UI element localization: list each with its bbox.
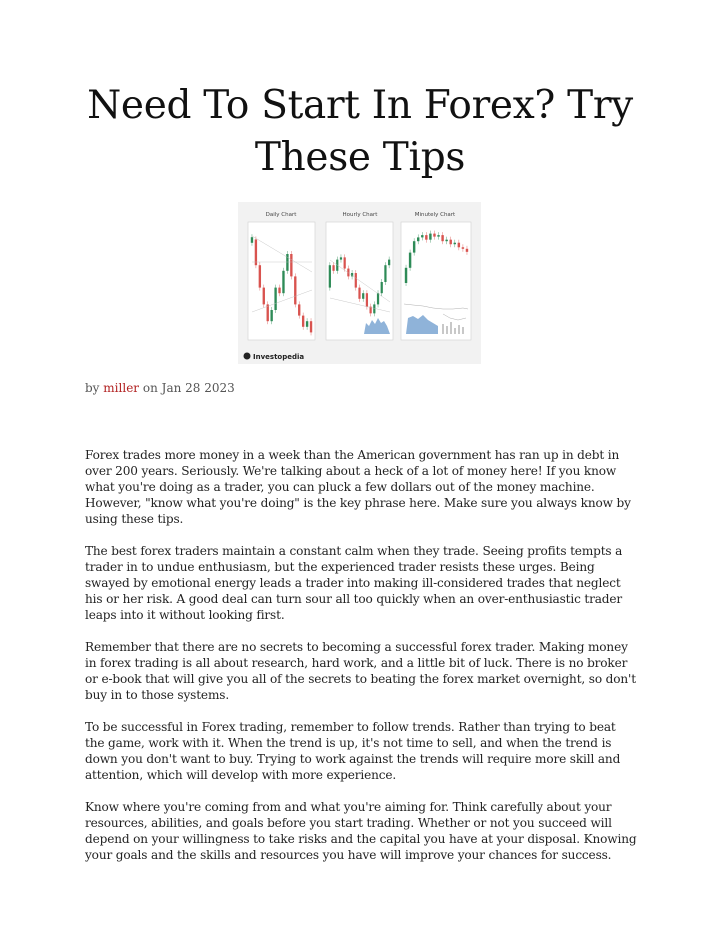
candle-body xyxy=(355,273,357,288)
candle-body xyxy=(466,249,468,252)
candle-body xyxy=(462,247,464,249)
paragraph: Know where you're coming from and what you're aiming for. Think carefully about your resources, abilities, and goals before you start trading. Whether or not you succeed will depend on your willingness to take risks and the capital you have at your disposal. Knowing your goals and the skills and resources you have will improve your chances for success. xyxy=(85,800,637,862)
candle-body xyxy=(366,293,368,306)
panel-title-minutely: Minutely Chart xyxy=(414,212,456,218)
candle-body xyxy=(270,310,272,321)
candle-body xyxy=(454,243,456,245)
candle-body xyxy=(255,239,257,265)
candle-body xyxy=(306,321,308,327)
byline-date-prefix: on xyxy=(142,381,158,395)
candle-body xyxy=(421,235,423,237)
candle-body xyxy=(274,288,276,310)
article-image xyxy=(238,202,481,364)
candle-body xyxy=(388,260,390,266)
logo-text: Investopedia xyxy=(253,353,305,361)
candle-body xyxy=(278,288,280,294)
candle-body xyxy=(417,237,419,241)
candle-body xyxy=(358,288,360,299)
paragraph: To be successful in Forex trading, remember to follow trends. Rather than trying to beat the game, work with it. When the trend is up, it's not time to sell, and when the trend is down you don't want to buy. Trying to work against the trends will require more skill and attention, which will develop with more experience. xyxy=(85,720,621,782)
investopedia-logo-icon xyxy=(244,353,251,360)
candle-body xyxy=(294,276,296,304)
candle-body xyxy=(362,293,364,299)
candle-body xyxy=(381,282,383,293)
candle-body xyxy=(425,235,427,240)
candle-body xyxy=(332,265,334,271)
candle-body xyxy=(267,304,269,321)
candle-body xyxy=(298,304,300,315)
candle-body xyxy=(259,265,261,287)
candle-body xyxy=(458,243,460,248)
publish-date: Jan 28 2023 xyxy=(161,381,235,395)
candle-body xyxy=(405,268,407,283)
paragraph: Remember that there are no secrets to becoming a successful forex trader. Making money in forex trading is all about research, hard work, and a little bit of luck. There is no broker or e-book that will give you all of the secrets to beating the forex market overnight, so don't buy in to those systems. xyxy=(85,640,636,702)
candle-body xyxy=(384,265,386,282)
byline xyxy=(85,381,235,395)
candle-body xyxy=(445,240,447,242)
candle-body xyxy=(340,257,342,259)
panel-title-daily: Daily Chart xyxy=(265,212,297,218)
candle-body xyxy=(263,288,265,305)
candle-body xyxy=(290,254,292,276)
candle-body xyxy=(373,304,375,313)
candle-body xyxy=(433,234,435,237)
candle-body xyxy=(302,316,304,327)
paragraph: Forex trades more money in a week than the American government has ran up in debt in over 200 years. Seriously. We're talking about a heck of a lot of money here! If you know what you're doing as a trader, you can pluck a few dollars out of the money machine. However, "know what you're doing" is the key phrase here. Make sure you always know by using these tips. xyxy=(85,448,631,526)
candle-body xyxy=(377,293,379,304)
candle-body xyxy=(413,241,415,252)
paragraph: The best forex traders maintain a constant calm when they trade. Seeing profits tempts a trader in to undue enthusiasm, but the experienced trader resists these urges. Being swayed by emotional energy leads a trader into making ill-considered trades that neglect his or her risk. A good deal can turn sour all too quickly when an over-enthusiastic trader leaps into it without looking first. xyxy=(85,544,623,622)
candle-body xyxy=(251,237,253,243)
candle-body xyxy=(329,265,331,287)
candle-body xyxy=(450,240,452,245)
byline-prefix: by xyxy=(85,381,100,395)
candle-body xyxy=(441,235,443,241)
panel-title-hourly: Hourly Chart xyxy=(342,212,378,218)
candle-body xyxy=(310,321,312,332)
page-title: Need To Start In Forex? Try These Tips xyxy=(87,83,633,180)
candle-body xyxy=(437,235,439,237)
candle-body xyxy=(282,271,284,293)
article-body xyxy=(85,447,637,879)
candle-body xyxy=(409,253,411,268)
author-link[interactable]: miller xyxy=(103,381,140,395)
candle-body xyxy=(429,234,431,240)
candle-body xyxy=(344,257,346,268)
